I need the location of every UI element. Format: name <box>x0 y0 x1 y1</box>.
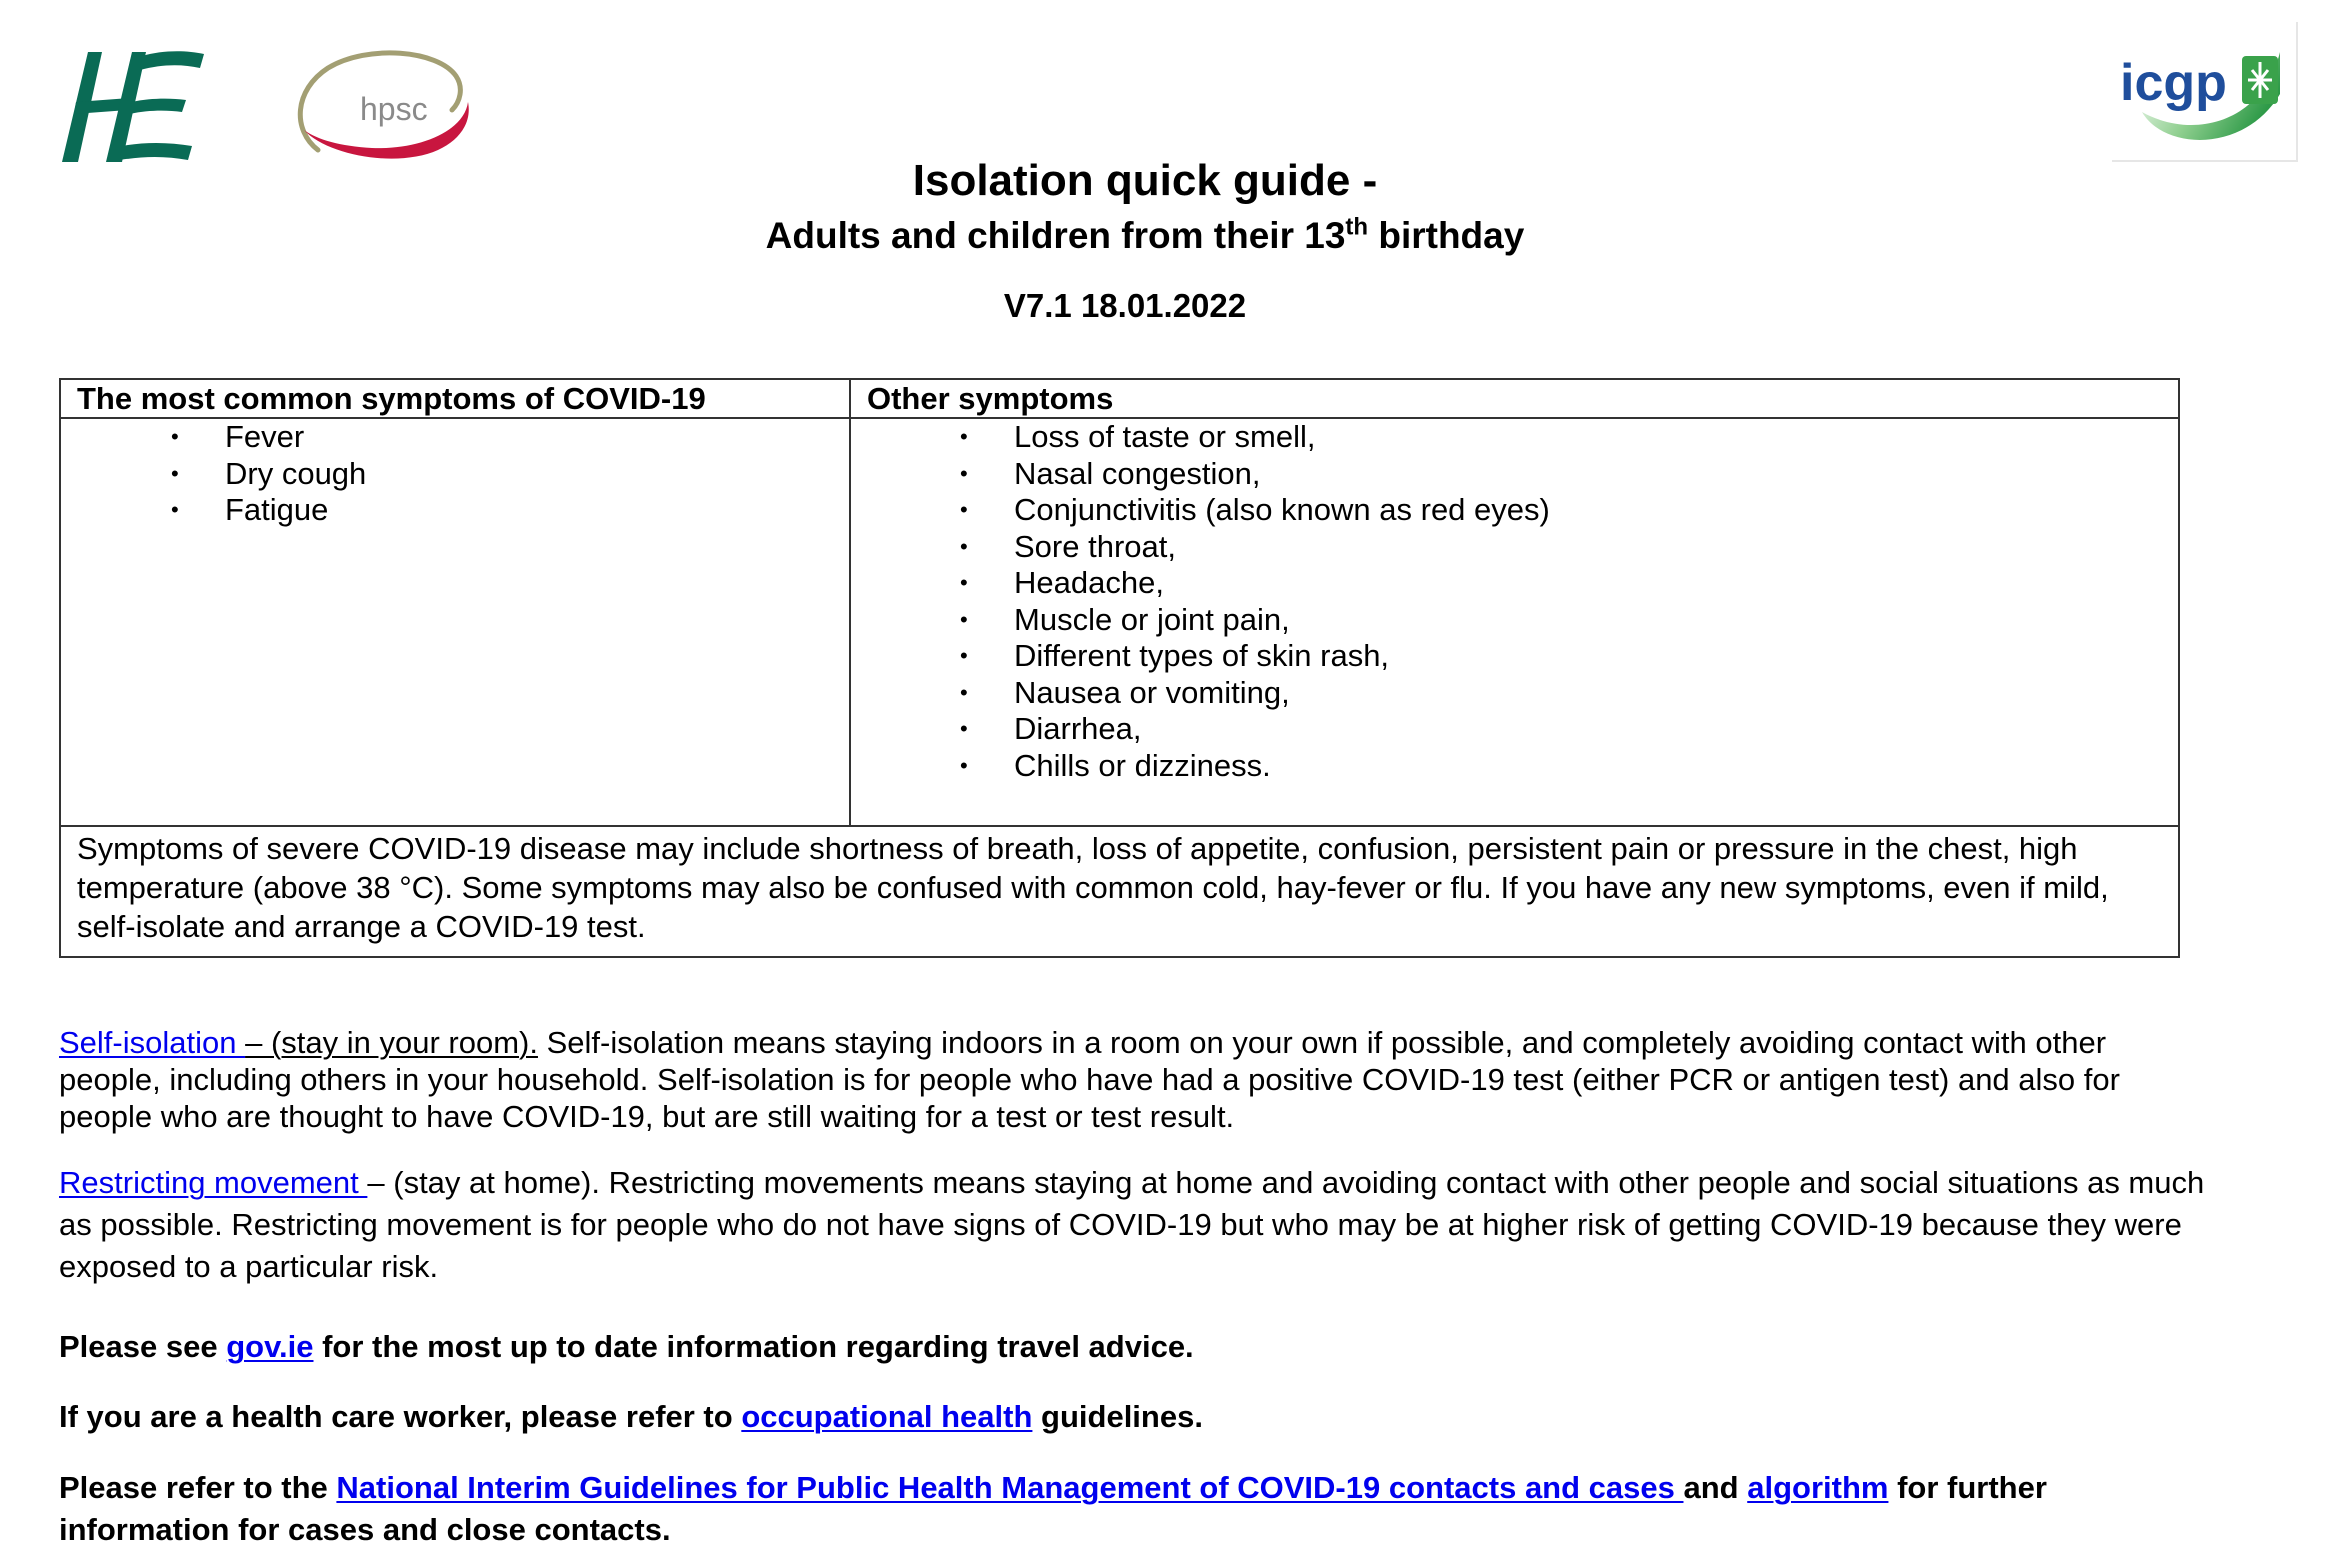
document-title-block <box>0 150 2290 260</box>
bullet-icon: • <box>960 606 968 632</box>
gov-ie-link[interactable]: gov.ie <box>226 1329 314 1364</box>
algorithm-link[interactable]: algorithm <box>1747 1470 1889 1505</box>
list-item <box>851 456 2178 493</box>
self-isolation-paragraph <box>59 1024 2209 1135</box>
symptom-text: Nasal congestion, <box>1014 455 1261 491</box>
common-symptoms-list <box>61 419 849 529</box>
symptom-text: Nausea or vomiting, <box>1014 674 1290 710</box>
list-item <box>851 711 2178 748</box>
bullet-icon: • <box>171 460 179 486</box>
occupational-health-link[interactable]: occupational health <box>741 1399 1033 1434</box>
restricting-movement-link[interactable]: Restricting movement <box>59 1165 368 1200</box>
bullet-icon: • <box>960 533 968 559</box>
guidelines-text-post: for further information for cases and close contacts. <box>59 1470 2047 1547</box>
travel-text-pre: Please see <box>59 1329 227 1364</box>
bullet-icon: • <box>960 460 968 486</box>
list-item <box>851 675 2178 712</box>
restricting-movement-paragraph <box>59 1162 2209 1288</box>
severe-symptoms-note: Symptoms of severe COVID-19 disease may include shortness of breath, loss of appetite, confusion, persistent pain or pressure in the chest, high temperature (above 38 °C). Some symptoms may also be confused with common cold, hay-fever or flu. If you have any new symptoms, even if mild, self-isolate and arrange a COVID-19 test. <box>60 826 2179 957</box>
list-item <box>851 748 2178 785</box>
restricting-movement-text: – (stay at home). Restricting movements means staying at home and avoiding contact with other people and social situations as much as possible. Restricting movement is for people who do not have signs of COVID-19 but who may be at higher risk of getting COVID-19 because they were exposed to a particular risk. <box>59 1165 2205 1284</box>
table-list-row <box>60 418 2179 826</box>
subtitle-text-end: birthday <box>1368 215 1525 256</box>
document-title: Isolation quick guide - <box>912 156 1378 205</box>
icgp-logo-text: icgp <box>2120 54 2227 112</box>
bullet-icon: • <box>960 424 968 449</box>
symptom-text: Chills or dizziness. <box>1014 747 1271 783</box>
guidelines-line <box>59 1467 2209 1551</box>
version-label: V7.1 18.01.2022 <box>1003 287 1247 324</box>
list-item <box>851 529 2178 566</box>
list-item <box>851 565 2178 602</box>
icgp-logo <box>2112 22 2298 162</box>
guidelines-text-pre: Please refer to the <box>59 1470 337 1505</box>
guidelines-text-mid: and <box>1683 1470 1748 1505</box>
symptom-text: Conjunctivitis (also known as red eyes) <box>1014 492 1550 527</box>
list-item <box>851 419 2178 456</box>
bullet-icon: • <box>171 497 179 522</box>
hse-logo <box>58 48 208 166</box>
hpsc-logo-text: hpsc <box>360 91 428 127</box>
common-symptoms-header: The most common symptoms of COVID-19 <box>60 379 850 418</box>
symptom-text: Different types of skin rash, <box>1014 638 1390 673</box>
other-symptoms-cell <box>850 418 2179 826</box>
bullet-icon: • <box>960 497 968 522</box>
health-worker-text-pre: If you are a health care worker, please refer to <box>59 1399 742 1434</box>
self-isolation-text: Self-isolation means staying indoors in a room on your own if possible, and completely avoiding contact with other people, including others in your household. Self-isolation is for people who have had a positive COVID-19 test (either PCR or antigen test) and also for people who are thought to have COVID-19, but are still waiting for a test or test result. <box>59 1025 2120 1134</box>
symptom-text: Loss of taste or smell, <box>1014 419 1316 454</box>
list-item <box>61 492 849 529</box>
health-worker-line <box>59 1396 2209 1438</box>
symptoms-table <box>59 378 2180 958</box>
list-item <box>61 419 849 456</box>
travel-advice-line <box>59 1326 2209 1368</box>
bullet-icon: • <box>960 679 968 705</box>
symptom-text: Fever <box>225 419 305 454</box>
bullet-icon: • <box>960 570 968 595</box>
subtitle-superscript: th <box>1345 213 1369 241</box>
bullet-icon: • <box>171 424 179 449</box>
symptom-text: Dry cough <box>225 455 367 491</box>
symptom-text: Headache, <box>1014 565 1164 600</box>
list-item <box>851 602 2178 639</box>
health-worker-text-post: guidelines. <box>1032 1399 1203 1434</box>
subtitle-text: Adults and children from their 13 <box>765 215 1346 256</box>
list-item <box>61 456 849 493</box>
other-symptoms-list <box>851 419 2178 784</box>
symptom-text: Fatigue <box>225 492 329 527</box>
national-interim-guidelines-link[interactable]: National Interim Guidelines for Public Health Management of COVID-19 contacts and cases <box>336 1470 1684 1505</box>
self-isolation-subtitle: – (stay in your room). <box>245 1025 538 1060</box>
symptom-text: Diarrhea, <box>1014 711 1142 746</box>
self-isolation-link[interactable]: Self-isolation <box>59 1025 246 1060</box>
list-item <box>851 638 2178 675</box>
bullet-icon: • <box>960 716 968 741</box>
other-symptoms-header: Other symptoms <box>850 379 2179 418</box>
document-subtitle <box>0 212 2290 260</box>
bullet-icon: • <box>960 643 968 668</box>
list-item <box>851 492 2178 529</box>
symptom-text: Sore throat, <box>1014 528 1176 564</box>
table-header-row <box>60 379 2179 418</box>
common-symptoms-cell <box>60 418 850 826</box>
bullet-icon: • <box>960 752 968 778</box>
symptom-text: Muscle or joint pain, <box>1014 601 1290 637</box>
table-severe-row <box>60 826 2179 957</box>
travel-text-post: for the most up to date information regarding travel advice. <box>313 1329 1194 1364</box>
